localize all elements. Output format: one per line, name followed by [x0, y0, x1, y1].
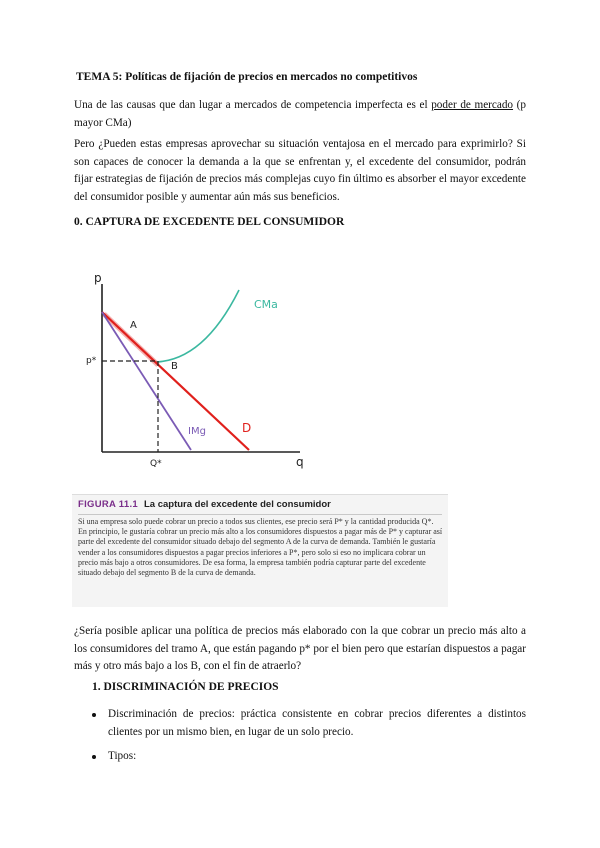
- bullet-dot: [92, 755, 96, 759]
- img-label: IMg: [188, 426, 206, 437]
- cma-label: CMa: [254, 298, 278, 311]
- figure-number: FIGURA 11.1: [78, 499, 138, 510]
- pstar-label: p*: [86, 356, 97, 366]
- section-heading-0: 0. CAPTURA DE EXCEDENTE DEL CONSUMIDOR: [74, 216, 345, 228]
- y-axis-label: p: [94, 271, 102, 285]
- intro-underlined-term: poder de mercado: [431, 99, 514, 111]
- figure-caption-box: [72, 494, 448, 607]
- x-axis-label: q: [296, 455, 304, 469]
- intro-text-before: Una de las causas que dan lugar a mercados de competencia imperfecta es el: [74, 99, 432, 111]
- figure-text: Si una empresa solo puede cobrar un precio a todos sus clientes, ese precio será P* y la cantidad producida Q*. En principio, le gustaría cobrar un precio más alto a los consumidores dispuestos a pagar más de P* y capturar así parte del excedente del consumidor situado debajo del segmento A de la curva de demanda. También le gustaría vender a los consumidores dispuestos a pagar precios inferiores a P*, pero solo si eso no implicara cobrar un precio más bajo a otros consumidores. De esa forma, la empresa también podría capturar parte del excedente situado debajo del segmento B de la curva de demanda.: [78, 517, 443, 578]
- qstar-label: Q*: [150, 459, 162, 469]
- segment-b-label: B: [171, 361, 178, 372]
- page-title: TEMA 5: Políticas de fijación de precios en mercados no competitivos: [76, 71, 418, 83]
- consumer-surplus-diagram: [74, 262, 304, 472]
- demand-label: D: [242, 421, 252, 435]
- bullet-text: Discriminación de precios: práctica consistente en cobrar precios diferentes a distintos clientes por un mismo bien, en lugar de un solo precio.: [108, 708, 526, 738]
- bullet-text: Tipos:: [108, 750, 137, 762]
- intro-paragraph: [74, 97, 526, 132]
- strategy-paragraph: Pero ¿Pueden estas empresas aprovechar su situación ventajosa en el mercado para exprimirlo? Si son capaces de conocer la demanda a la que se enfrentan y, el excedente del consumidor, podrán fijar estrategias de fijación de precios más complejas cuyo fin último es absorber el mayor excedente del consumidor posible y aumentar aún más sus beneficios.: [74, 138, 526, 203]
- figure-rule: [78, 514, 442, 515]
- img-line: [102, 312, 191, 450]
- figure-title: La captura del excedente del consumidor: [143, 499, 331, 510]
- segment-a-label: A: [130, 320, 137, 331]
- cma-curve: [156, 290, 239, 362]
- section-heading-1: 1. DISCRIMINACIÓN DE PRECIOS: [92, 681, 279, 693]
- question-paragraph: ¿Sería posible aplicar una política de precios más elaborado con la que cobrar un precio más alto a los consumidores del tramo A, que están pagando p* por el bien pero que estarían dispuestos a pagar más y otro más bajo a los B, con el fin de atraerlo?: [74, 625, 526, 672]
- figure-caption: [78, 499, 331, 510]
- bullet-dot: [92, 713, 96, 717]
- intro-text-after: (p mayor CMa): [74, 99, 526, 129]
